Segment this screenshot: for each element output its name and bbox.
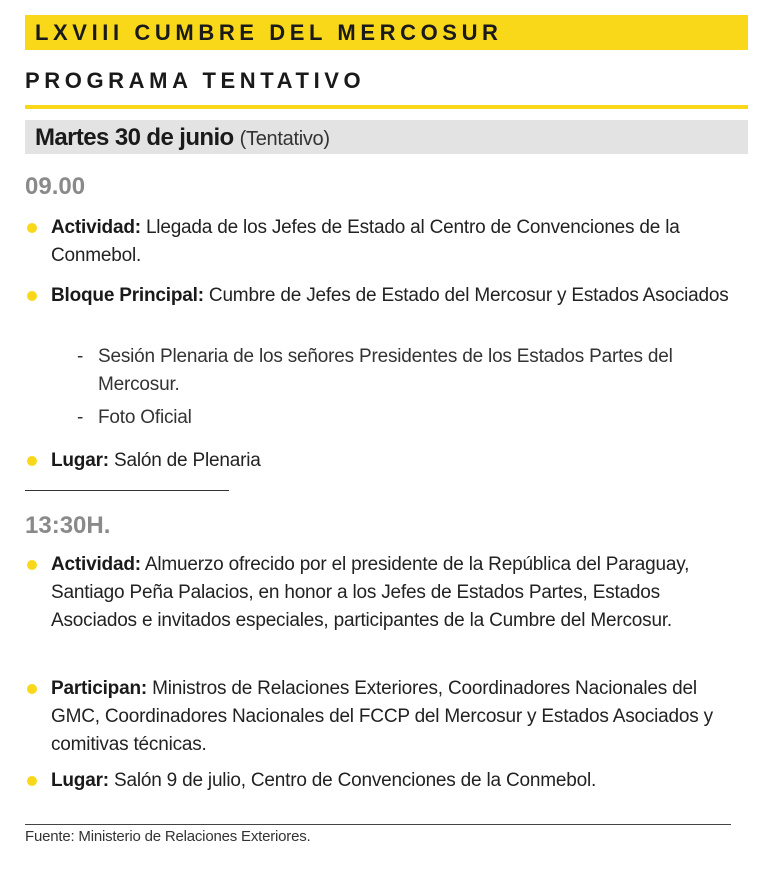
day-heading xyxy=(35,124,330,152)
section-divider xyxy=(25,490,229,491)
bullet-icon xyxy=(27,560,37,570)
list-item xyxy=(51,551,741,635)
day-label: Martes 30 de junio xyxy=(35,124,234,151)
sub-item-text: Sesión Plenaria de los señores Presidentes de los Estados Partes del Mercosur. xyxy=(98,346,673,395)
item-label: Lugar: xyxy=(51,770,109,791)
sub-item-text: Foto Oficial xyxy=(98,407,192,428)
footer-divider xyxy=(25,824,731,825)
item-label: Bloque Principal: xyxy=(51,285,204,306)
bullet-icon xyxy=(27,223,37,233)
bullet-icon xyxy=(27,776,37,786)
bullet-icon xyxy=(27,291,37,301)
list-item xyxy=(51,214,741,270)
item-label: Participan: xyxy=(51,678,147,699)
list-item xyxy=(51,282,741,310)
item-label: Lugar: xyxy=(51,450,109,471)
item-text: Almuerzo ofrecido por el presidente de la República del Paraguay, Santiago Peña Palacios, en honor a los Jefes de Estados Partes, Estados Asociados e invitados especiales, participantes de la Cumbre del Mercosur. xyxy=(51,554,690,631)
time-heading-1: 09.00 xyxy=(25,173,86,200)
item-text: Ministros de Relaciones Exteriores, Coordinadores Nacionales del GMC, Coordinadores Nacionales del FCCP del Mercosur y Estados Asociados y comitivas técnicas. xyxy=(51,678,713,755)
time-heading-2: 13:30H. xyxy=(25,512,111,539)
item-text: Llegada de los Jefes de Estado al Centro de Convenciones de la Conmebol. xyxy=(51,217,680,266)
day-band xyxy=(25,120,748,154)
header-divider xyxy=(25,105,748,109)
list-item xyxy=(51,767,741,795)
list-item xyxy=(51,447,741,475)
document-title: LXVIII CUMBRE DEL MERCOSUR xyxy=(35,20,503,45)
sub-item: - Sesión Plenaria de los señores Presidentes de los Estados Partes del Mercosur. xyxy=(77,343,717,399)
list-item xyxy=(51,675,741,759)
bullet-icon xyxy=(27,456,37,466)
item-label: Actividad: xyxy=(51,217,141,238)
item-label: Actividad: xyxy=(51,554,141,575)
day-note: (Tentativo) xyxy=(239,128,330,150)
document-subtitle: PROGRAMA TENTATIVO xyxy=(25,68,366,93)
item-text: Salón de Plenaria xyxy=(108,450,261,471)
source-note: Fuente: Ministerio de Relaciones Exteriores. xyxy=(25,828,311,845)
sub-item: - Foto Oficial xyxy=(77,404,717,432)
item-text: Salón 9 de julio, Centro de Convenciones de la Conmebol. xyxy=(108,770,597,791)
title-bar xyxy=(25,15,748,50)
bullet-icon xyxy=(27,684,37,694)
item-text: Cumbre de Jefes de Estado del Mercosur y Estados Asociados xyxy=(203,285,729,306)
